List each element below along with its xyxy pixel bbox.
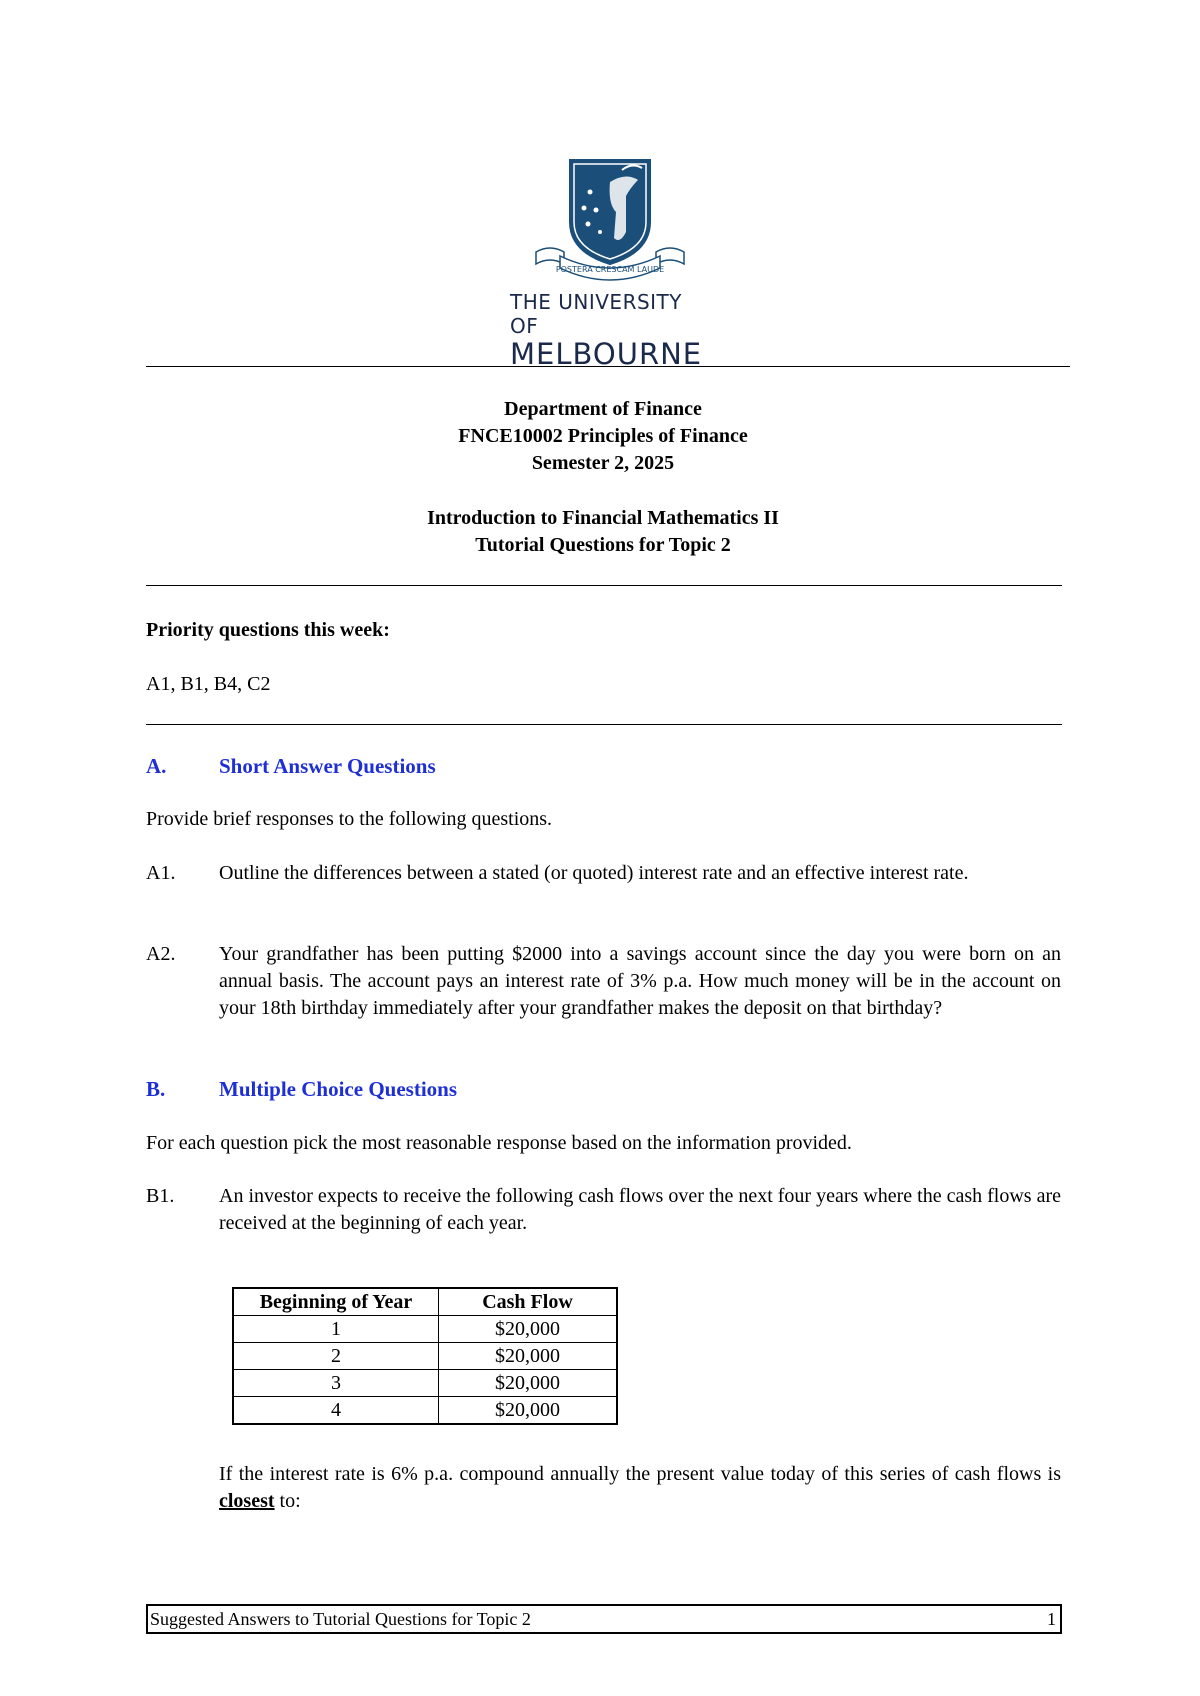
semester-heading: Semester 2, 2025: [531, 452, 675, 474]
table-cell-cash-flow: $20,000: [439, 1316, 618, 1343]
page-footer: [146, 1604, 1062, 1634]
top-divider: [146, 366, 1070, 367]
table-cell-cash-flow: $20,000: [439, 1343, 618, 1370]
question-b1-followup: [219, 1461, 1061, 1515]
document-subtitle: Tutorial Questions for Topic 2: [475, 534, 731, 556]
section-a-title: Short Answer Questions: [219, 754, 436, 778]
question-b1-text: An investor expects to receive the following cash flows over the next four years where the cash flows are received at the beginning of each year.: [219, 1185, 1061, 1234]
document-title: Introduction to Financial Mathematics II: [427, 507, 779, 529]
table-header-year: Beginning of Year: [233, 1288, 439, 1316]
table-row: [233, 1316, 617, 1343]
question-a2-label: A2.: [146, 943, 176, 965]
followup-emphasis: closest: [219, 1490, 275, 1512]
question-a2-text: Your grandfather has been putting $2000 into a savings account since the day you were born on an annual basis. The account pays an interest rate of 3% p.a. How much money will be in the account on your 18th birthday immediately after your grandfather makes the deposit on that birthday?: [219, 943, 1061, 1019]
page-number: 1: [1047, 1609, 1056, 1629]
section-a-letter: A.: [146, 754, 167, 778]
section-b-title: Multiple Choice Questions: [219, 1077, 458, 1101]
university-name-line2: MELBOURNE: [510, 337, 703, 371]
followup-text-end: to:: [274, 1490, 301, 1512]
footer-text: Suggested Answers to Tutorial Questions for Topic 2: [150, 1609, 531, 1629]
header-divider: [146, 585, 1062, 586]
table-cell-year: 2: [233, 1343, 439, 1370]
priority-heading: Priority questions this week:: [146, 619, 390, 641]
table-header-cash-flow: Cash Flow: [439, 1288, 618, 1316]
cash-flow-table: [232, 1287, 618, 1425]
table-header-row: [233, 1288, 617, 1316]
table-row: [233, 1343, 617, 1370]
question-a1-label: A1.: [146, 862, 176, 884]
motto-text: POSTERA CRESCAM LAUDE: [555, 265, 665, 274]
course-heading: FNCE10002 Principles of Finance: [458, 425, 748, 447]
table-row: [233, 1370, 617, 1397]
table-cell-cash-flow: $20,000: [439, 1397, 618, 1425]
section-b-intro: For each question pick the most reasonable response based on the information provided.: [146, 1132, 852, 1154]
priority-divider: [146, 724, 1062, 725]
university-name-line1: THE UNIVERSITY OF: [510, 290, 682, 338]
department-heading: Department of Finance: [504, 398, 702, 420]
table-cell-year: 1: [233, 1316, 439, 1343]
priority-list: A1, B1, B4, C2: [146, 673, 271, 695]
followup-text-start: If the interest rate is 6% p.a. compound annually the present value today of this series of cash flows is: [219, 1463, 1061, 1485]
section-a-intro: Provide brief responses to the following questions.: [146, 808, 553, 830]
table-row: [233, 1397, 617, 1425]
university-crest-icon: [530, 152, 690, 282]
table-cell-year: 4: [233, 1397, 439, 1425]
section-b-letter: B.: [146, 1077, 166, 1101]
question-a1-text: Outline the differences between a stated (or quoted) interest rate and an effective interest rate.: [219, 862, 969, 884]
question-b1-label: B1.: [146, 1185, 175, 1207]
table-cell-cash-flow: $20,000: [439, 1370, 618, 1397]
table-cell-year: 3: [233, 1370, 439, 1397]
university-logo: [510, 152, 710, 370]
